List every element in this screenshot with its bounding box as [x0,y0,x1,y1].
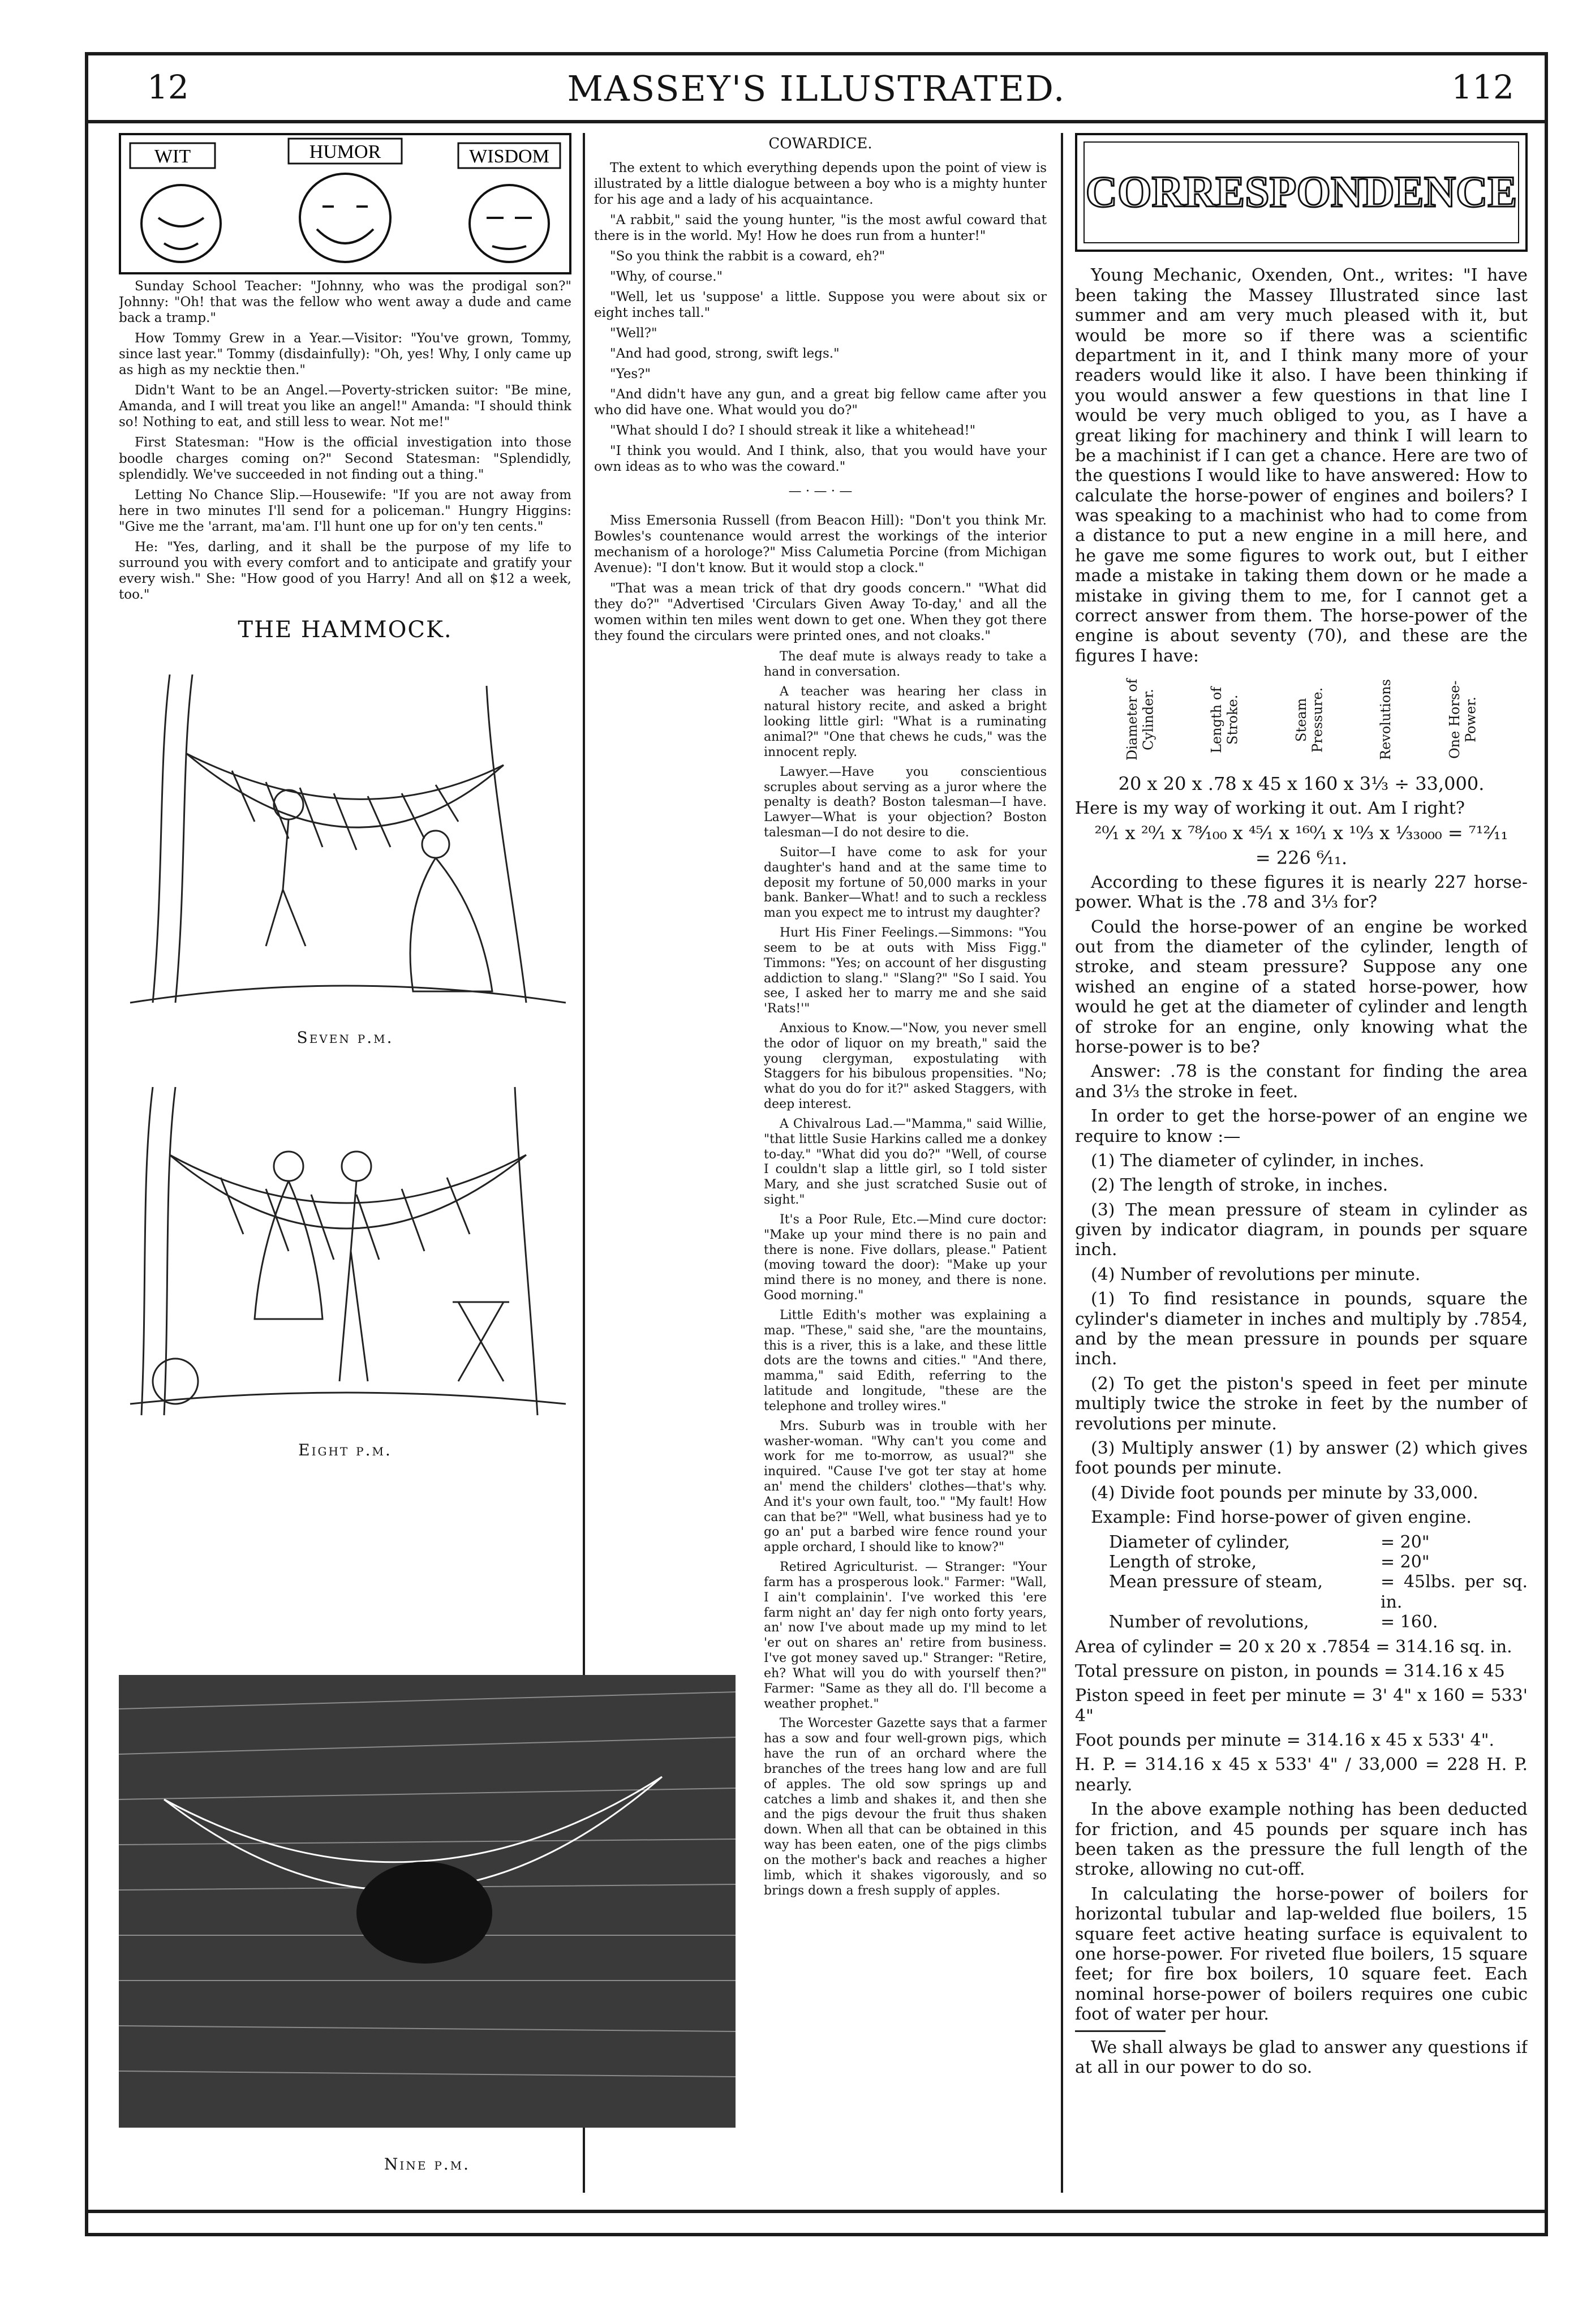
example-heading: Example: Find horse-power of given engine. [1091,1507,1472,1528]
narrow-para: Hurt His Finer Feelings.—Simmons: "You seem to be at outs with Miss Figg." Timmons: "Yes; on account of her disgusting addiction to slang." "Slang?" "So I said. You see, I asked her to marry me and she said 'Rats!'" [764,926,1047,1016]
correspondence-banner [1075,133,1528,252]
spec-value: = 20" [1381,1552,1430,1572]
step-item: (2) To get the piston's speed in feet per minute multiply twice the stroke in feet by the number of revolutions per minute. [1075,1373,1528,1434]
page-header [85,62,1548,113]
step-item: (3) Multiply answer (1) by answer (2) which gives foot pounds per minute. [1075,1438,1528,1479]
calc-line: Area of cylinder = 20 x 20 x .7854 = 314.16 sq. in. [1075,1636,1512,1657]
formula-figures: 20 x 20 x .78 x 45 x 160 x 3⅓ ÷ 33,000. [1118,773,1485,795]
requirement-item: (4) Number of revolutions per minute. [1091,1264,1421,1285]
correspondence-banner-text: CORRESPONDENCE [1085,167,1517,216]
joke-5: Letting No Chance Slip.—Housewife: "If you are not away from here in two minutes I'll send for a policeman." Hungry Higgins: "Give me the 'arrant, ma'am. I'll hunt one up for on'y ten cents." [119,487,571,534]
answer-para: Answer: .78 is the constant for finding the area and 3⅓ the stroke in feet. [1075,1062,1528,1102]
cowardice-para: "Yes?" [610,367,651,382]
misc-para: Miss Emersonia Russell (from Beacon Hill): "Don't you think Mr. Bowles's countenance would arrest the workings of the interior mechanism of a horologe?" Miss Calumetia Porcine (from Michigan Avenue): "I don't know. But it would stop a clock." [594,513,1047,575]
cowardice-para: "And had good, strong, swift legs." [610,346,840,362]
spec-label: Number of revolutions, [1109,1612,1309,1633]
label-stroke: Length of Stroke. [1209,686,1241,753]
caption-eight-pm: Eight p.m. [298,1440,392,1459]
joke-2: How Tommy Grew in a Year.—Visitor: "You've grown, Tommy, since last year." Tommy (disdainfully): "Oh, yes! Why, I only came up as high as my necktie then." [119,331,571,378]
closing-para: We shall always be glad to answer any questions if at all in our power to do so. [1075,2037,1528,2077]
column-correspondence [1075,133,1528,2193]
label-pressure: Steam Pressure. [1293,687,1326,753]
cowardice-para: "What should I do? I should streak it like a whitehead!" [610,423,976,439]
page-number-left: 12 [147,68,189,106]
caption-nine-pm: Nine p.m. [384,2155,471,2173]
banner-wit-label: WIT [154,146,191,167]
wit-humor-wisdom-banner [119,133,571,274]
section-divider: — · — · — [788,483,853,499]
cowardice-para: "So you think the rabbit is a coward, eh?" [610,248,885,264]
narrow-para: Anxious to Know.—"Now, you never smell the odor of liquor on my breath," said the young clergyman, expostulating with Staggers for his bibulous propensities. "No; what do you do for it?" asked Staggers, with deep interest. [764,1021,1047,1112]
narrow-column [764,650,1047,1898]
require-para: In order to get the horse-power of an engine we require to know :— [1075,1106,1528,1146]
calc-line: Piston speed in feet per minute = 3' 4" x 160 = 533' 4" [1075,1686,1528,1726]
spec-row [1109,1532,1528,1552]
calc-line: Total pressure on piston, in pounds = 314.16 x 45 [1075,1661,1505,1681]
step-item: (4) Divide foot pounds per minute by 33,000. [1091,1483,1478,1503]
cowardice-para: "Why, of course." [610,269,723,284]
requirement-item: (2) The length of stroke, in inches. [1091,1175,1388,1196]
spec-value: = 20" [1381,1532,1430,1552]
banner-humor-label: HUMOR [309,141,381,162]
spec-value: = 45lbs. per sq. in. [1381,1572,1528,1612]
narrow-para: Mrs. Suburb was in trouble with her washer-woman. "Why can't you come and work for me to-morrow, as usual?" she inquired. "Cause I've got ter stay at home an' mend the childers' clothes—that's why. And it's your own fault, too." "My fault! How can that be?" "Well, what business had ye to go an' put a barbed wire fence round your apple orchard, I should like to know?" [764,1419,1047,1555]
formula-result: = 226 ⁶⁄₁₁. [1255,847,1348,869]
closing-para: In the above example nothing has been deducted for friction, and 45 pounds per square inch has been taken as the pressure the full length of the stroke, allowing no cut-off. [1075,1799,1528,1880]
joke-3: Didn't Want to be an Angel.—Poverty-stricken suitor: "Be mine, Amanda, and I will treat you like an angel!" Amanda: "I should think so! Nothing to eat, and still less to wear. Not me!" [119,383,571,430]
closing-rule [1075,2030,1166,2032]
hammock-seven-pm-illustration [119,652,571,1014]
hammock-title: THE HAMMOCK. [238,616,453,643]
narrow-para: The Worcester Gazette says that a farmer has a sow and four well-grown pigs, which have the run of an orchard where the branches of the trees hang low and are full of apples. The old sow springs up and catches a limb and shakes it, and then she and the pigs devour the fruit thus shaken down. When all that can be obtained in this way has been eaten, one of the pigs climbs on the mother's back and reaches a higher limb, which it shakes vigorously, and so brings down a fresh supply of apples. [764,1716,1047,1898]
footer-rule [85,2210,1548,2213]
cowardice-para: "I think you would. And I think, also, that you would have your own ideas as to who was the coward." [594,444,1047,475]
narrow-para: It's a Poor Rule, Etc.—Mind cure doctor: "Make up your mind there is no pain and there is none. Five dollars, please." Patient (moving toward the door): "Make up your mind there is no money, and there is none. Good morning." [764,1212,1047,1303]
hammock-nine-pm-illustration [119,1675,736,2128]
spec-row [1109,1572,1528,1612]
masthead-title: MASSEY'S ILLUSTRATED. [567,68,1066,109]
working-label: Here is my way of working it out. Am I right? [1075,798,1465,818]
joke-6: He: "Yes, darling, and it shall be the purpose of my life to surround you with every comfort and to anticipate and gratify your every wish." She: "How good of you Harry! And all on $12 a week, too." [119,539,571,602]
requirement-item: (1) The diameter of cylinder, in inches. [1091,1150,1425,1171]
requirement-item: (3) The mean pressure of steam in cylinder as given by indicator diagram, in pounds per square inch. [1075,1200,1528,1260]
label-diameter: Diameter of Cylinder. [1124,678,1156,761]
joke-4: First Statesman: "How is the official investigation into those boodle charges coming on?" Second Statesman: "Splendidly, splendidly. We've succeeded in not finding out a thing." [119,435,571,482]
cowardice-title: COWARDICE. [768,135,872,152]
narrow-para: Little Edith's mother was explaining a map. "These," said she, "are the mountains, this is a river, this is a lake, and these little dots are the towns and cities." "And there, mamma," said Edith, referring to the latitude and longitude, "these are the telephone and trolley wires." [764,1308,1047,1414]
banner-wisdom-label: WISDOM [469,146,549,167]
misc-para: "That was a mean trick of that dry goods concern." "What did they do?" "Advertised 'Circulars Given Away To-day,' and all the women within ten miles went down to get one. When they got there they found the circulars were printed ones, and not cloaks." [594,581,1047,643]
cowardice-para: "And didn't have any gun, and a great big fellow came after you who did have one. What would you do?" [594,387,1047,418]
spec-row [1109,1552,1528,1572]
formula-working: ²⁰⁄₁ x ²⁰⁄₁ x ⁷⁸⁄₁₀₀ x ⁴⁵⁄₁ x ¹⁶⁰⁄₁ x ¹⁰⁄₃ x ¹⁄₃₃₀₀₀ = ⁷¹²⁄₁₁ [1094,822,1508,844]
narrow-para: Retired Agriculturist. — Stranger: "Your farm has a prosperous look." Farmer: "Wall, I ain't complainin'. I've worked this 'ere farm night an' day fer nigh onto forty years, an' now I've about made up my mind to let 'er out on shares an' retire from business. I've got money saved up." Stranger: "Retire, eh? What will you do with yourself then?" Farmer: "Same as they all do. I'll become a weather prophet." [764,1560,1047,1711]
spec-value: = 160. [1381,1612,1438,1633]
hp-formula: H. P. = 314.16 x 45 x 533' 4" / 33,000 = 228 H. P. nearly. [1075,1755,1528,1795]
label-horse-power: One Horse-Power. [1446,680,1479,759]
closing-para: In calculating the horse-power of boilers for horizontal tubular and lap-welded flue boilers, 15 square feet active heating surface is equivalent to one horse-power. For riveted flue boilers, 15 square feet; for fire box boilers, 10 square feet. Each nominal horse-power of boilers requires one cubic foot of water per hour. [1075,1884,1528,2025]
narrow-para: Suitor—I have come to ask for your daughter's hand and at the same time to deposit my fortune of 50,000 marks in your bank. Banker—What! and to such a reckless man you expect me to intrust my daughter? [764,845,1047,921]
example-spec [1109,1532,1528,1633]
cowardice-para: "A rabbit," said the young hunter, "is the most awful coward that there is in the world. My! How he does run from a hunter!" [594,212,1047,243]
caption-seven-pm: Seven p.m. [296,1028,394,1047]
after-para: According to these figures it is nearly 227 horse-power. What is the .78 and 3⅓ for? [1075,872,1528,913]
column-divider-2 [1061,133,1063,2193]
header-rule [85,120,1548,123]
spec-row [1109,1612,1528,1632]
spec-label: Mean pressure of steam, [1109,1572,1323,1592]
calc-line: Foot pounds per minute = 314.16 x 45 x 533' 4". [1075,1730,1495,1751]
after-para: Could the horse-power of an engine be worked out from the diameter of the cylinder, length of stroke, and steam pressure? Suppose any one wished an engine of a stated horse-power, how would he get at the diameter of cylinder and length of stroke for an engine, only knowing what the horse-power is to be? [1075,917,1528,1057]
step-item: (1) To find resistance in pounds, square the cylinder's diameter in inches and multiply by .7854, and by the mean pressure in pounds per square inch. [1075,1289,1528,1369]
label-revolutions: Revolutions [1378,679,1394,761]
cowardice-para: The extent to which everything depends upon the point of view is illustrated by a little dialogue between a boy who is a mighty hunter for his age and a lady of his acquaintance. [594,160,1047,207]
narrow-para: A Chivalrous Lad.—"Mamma," said Willie, "that little Susie Harkins called me a donkey to-day." "What did you do?" "Well, of course I couldn't slap a little girl, so I told sister Mary, and she just scratched Susie out of sight." [764,1116,1047,1208]
joke-1: Sunday School Teacher: "Johnny, who was the prodigal son?" Johnny: "Oh! that was the fellow who went away a dude and came back a tramp." [119,279,571,326]
cowardice-para: "Well, let us 'suppose' a little. Suppose you were about six or eight inches tall." [594,290,1047,321]
spec-label: Diameter of cylinder, [1109,1532,1290,1552]
narrow-para: Lawyer.—Have you conscientious scruples about serving as a juror where the penalty is death? Boston talesman—I have. Lawyer—What is your objection? Boston talesman—I do not desire to die. [764,764,1047,840]
spec-label: Length of stroke, [1109,1552,1257,1572]
narrow-para: The deaf mute is always ready to take a hand in conversation. [764,649,1047,679]
cowardice-para: "Well?" [610,326,657,341]
narrow-para: A teacher was hearing her class in natural history recite, and asked a bright looking little girl: "What is a ruminating animal?" "One that chews he cuds," was the innocent reply. [764,684,1047,759]
figure-labels [1098,672,1505,768]
letter-para: Young Mechanic, Oxenden, Ont., writes: "I have been taking the Massey Illustrated since last summer and am very much pleased with it, but would be more so if there was a scientific department in it, and I think many more of your readers would like it also. I have been thinking if you would answer a few questions in that line I would be very much obliged to you, as I have a great liking for machinery and think I will learn to be a machinist if I can get a chance. Here are two of the questions I would like to have answered: How to calculate the horse-power of engines and boilers? I was speaking to a machinist who had to come from a distance to put a new engine in a mill here, and he gave me some figures to work out, but I either made a mistake in taking them down or he made a mistake in giving them to me, for I cannot get a correct answer from them. The horse-power of the engine is about seventy (70), and these are the figures I have: [1075,265,1528,666]
hammock-eight-pm-illustration [119,1064,571,1427]
page-number-right: 112 [1451,68,1514,106]
